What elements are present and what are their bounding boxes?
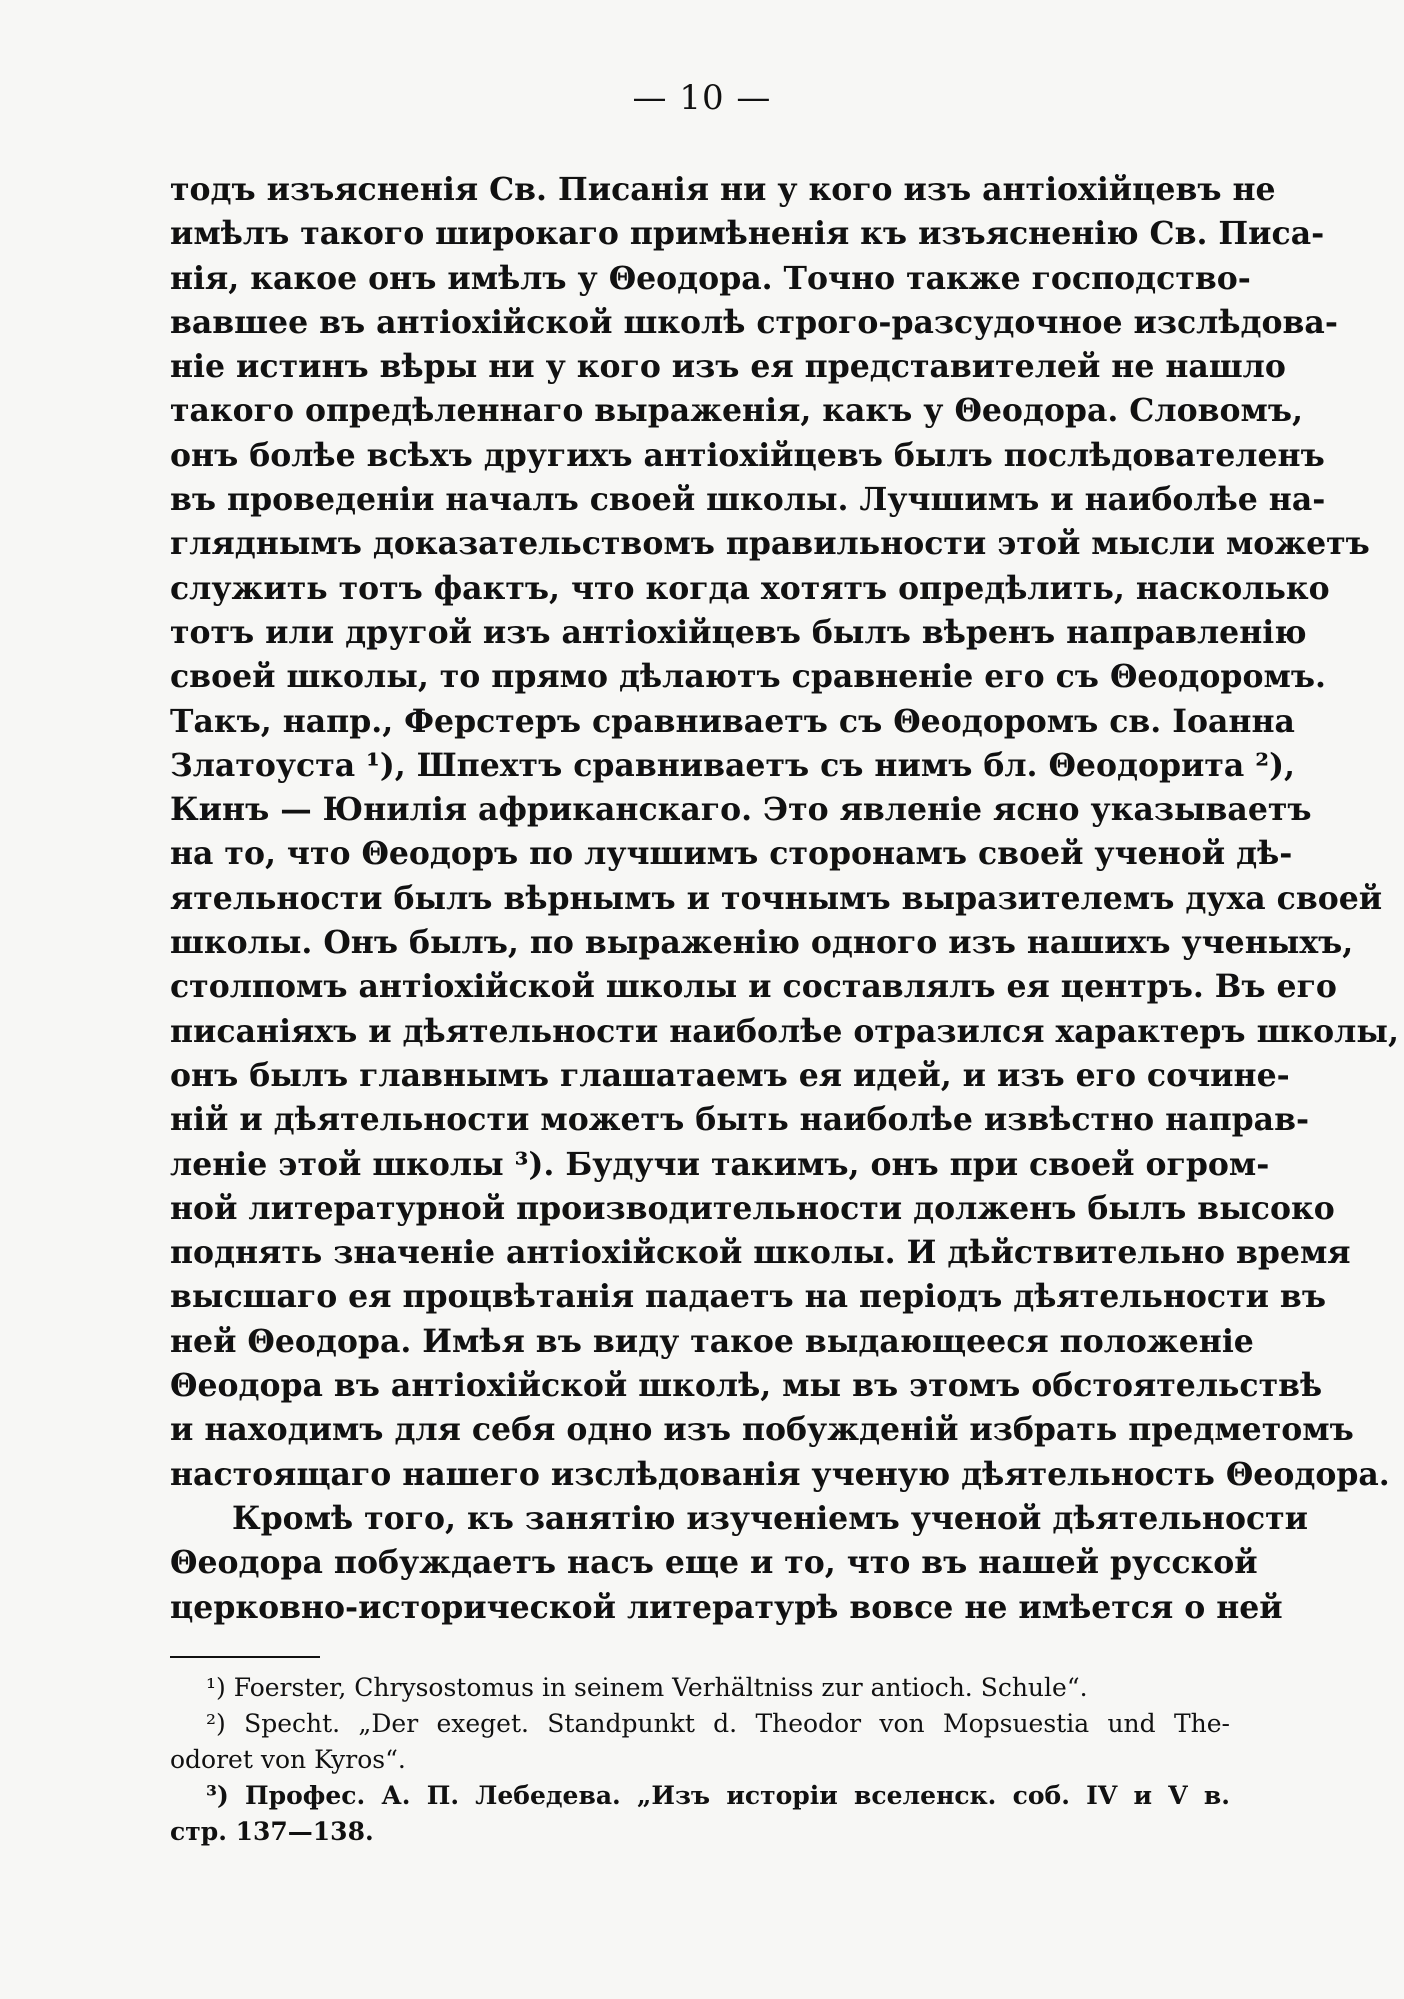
text-line: своей школы, то прямо дѣлаютъ сравненіе его съ Θеодоромъ. [170, 658, 1326, 696]
footnote-line: odoret von Kyros“. [170, 1745, 406, 1774]
text-line: онъ былъ главнымъ глашатаемъ ея идей, и изъ его сочине- [170, 1056, 1290, 1094]
text-line: нія, какое онъ имѣлъ у Θеодора. Точно также господство- [170, 259, 1251, 297]
text-line: Θеодора въ антіохійской школѣ, мы въ этомъ обстоятельствѣ [170, 1367, 1323, 1405]
text-line: гляднымъ доказательствомъ правильности этой мысли можетъ [170, 525, 1370, 563]
text-line: на то, что Θеодоръ по лучшимъ сторонамъ своей ученой дѣ- [170, 835, 1293, 873]
footnote-line: ³) Профес. А. П. Лебедева. „Изъ исторіи вселенск. соб. IV и V в. [206, 1781, 1230, 1810]
text-line: поднять значеніе антіохійской школы. И дѣйствительно время [170, 1234, 1351, 1272]
body-text [170, 168, 1399, 1630]
text-line: имѣлъ такого широкаго примѣненія къ изъясненію Св. Писа- [170, 215, 1325, 253]
text-line: Θеодора побуждаетъ насъ еще и то, что въ нашей русской [170, 1544, 1258, 1582]
footnote-line: ²) Specht. „Der exeget. Standpunkt d. Theodor von Mopsuestia und The- [206, 1709, 1230, 1738]
text-line: ятельности былъ вѣрнымъ и точнымъ выразителемъ духа своей [170, 879, 1383, 917]
text-line: вавшее въ антіохійской школѣ строго-разсудочное изслѣдова- [170, 303, 1338, 341]
text-line: въ проведеніи началъ своей школы. Лучшимъ и наиболѣе на- [170, 481, 1326, 519]
text-line: высшаго ея процвѣтанія падаетъ на періодъ дѣятельности въ [170, 1278, 1326, 1316]
text-line: столпомъ антіохійской школы и составлялъ ея центръ. Въ его [170, 968, 1337, 1006]
text-line: писаніяхъ и дѣятельности наиболѣе отразился характеръ школы, [170, 1012, 1399, 1050]
text-line: тотъ или другой изъ антіохійцевъ былъ вѣренъ направленію [170, 613, 1307, 651]
text-line: школы. Онъ былъ, по выраженію одного изъ нашихъ ученыхъ, [170, 924, 1354, 962]
text-line: ней Θеодора. Имѣя въ виду такое выдающееся положеніе [170, 1322, 1254, 1360]
footnotes [170, 1670, 1230, 1850]
text-line: Кромѣ того, къ занятію изученіемъ ученой дѣятельности [232, 1499, 1309, 1537]
text-line: тодъ изъясненія Св. Писанія ни у кого изъ антіохійцевъ не [170, 171, 1276, 208]
text-line: такого опредѣленнаго выраженія, какъ у Θеодора. Словомъ, [170, 392, 1303, 430]
text-line: ной литературной производительности долженъ былъ высоко [170, 1189, 1335, 1227]
text-line: настоящаго нашего изслѣдованія ученую дѣятельность Θеодора. [170, 1455, 1390, 1493]
text-line: Златоуста ¹), Шпехтъ сравниваетъ съ нимъ бл. Θеодорита ²), [170, 746, 1295, 784]
text-line: служить тотъ фактъ, что когда хотятъ опредѣлить, насколько [170, 569, 1330, 607]
footnote-divider [170, 1656, 320, 1658]
page-number: — 10 — [632, 78, 772, 118]
text-line: и находимъ для себя одно изъ побужденій избрать предметомъ [170, 1411, 1354, 1449]
text-line: церковно-исторической литературѣ вовсе не имѣется о ней [170, 1588, 1283, 1626]
text-line: ній и дѣятельности можетъ быть наиболѣе извѣстно направ- [170, 1101, 1310, 1139]
text-line: ніе истинъ вѣры ни у кого изъ ея представителей не нашло [170, 348, 1286, 386]
text-line: онъ болѣе всѣхъ другихъ антіохійцевъ былъ послѣдователенъ [170, 436, 1325, 474]
text-line: Такъ, напр., Ферстеръ сравниваетъ съ Θеодоромъ св. Іоанна [170, 702, 1295, 740]
footnote-line: ¹) Foerster, Chrysostomus in seinem Verhältniss zur antioch. Schule“. [206, 1673, 1088, 1702]
text-line: леніе этой школы ³). Будучи такимъ, онъ при своей огром- [170, 1145, 1270, 1183]
footnote-line: стр. 137—138. [170, 1817, 374, 1846]
text-line: Кинъ — Юнилія африканскаго. Это явленіе ясно указываетъ [170, 791, 1312, 829]
